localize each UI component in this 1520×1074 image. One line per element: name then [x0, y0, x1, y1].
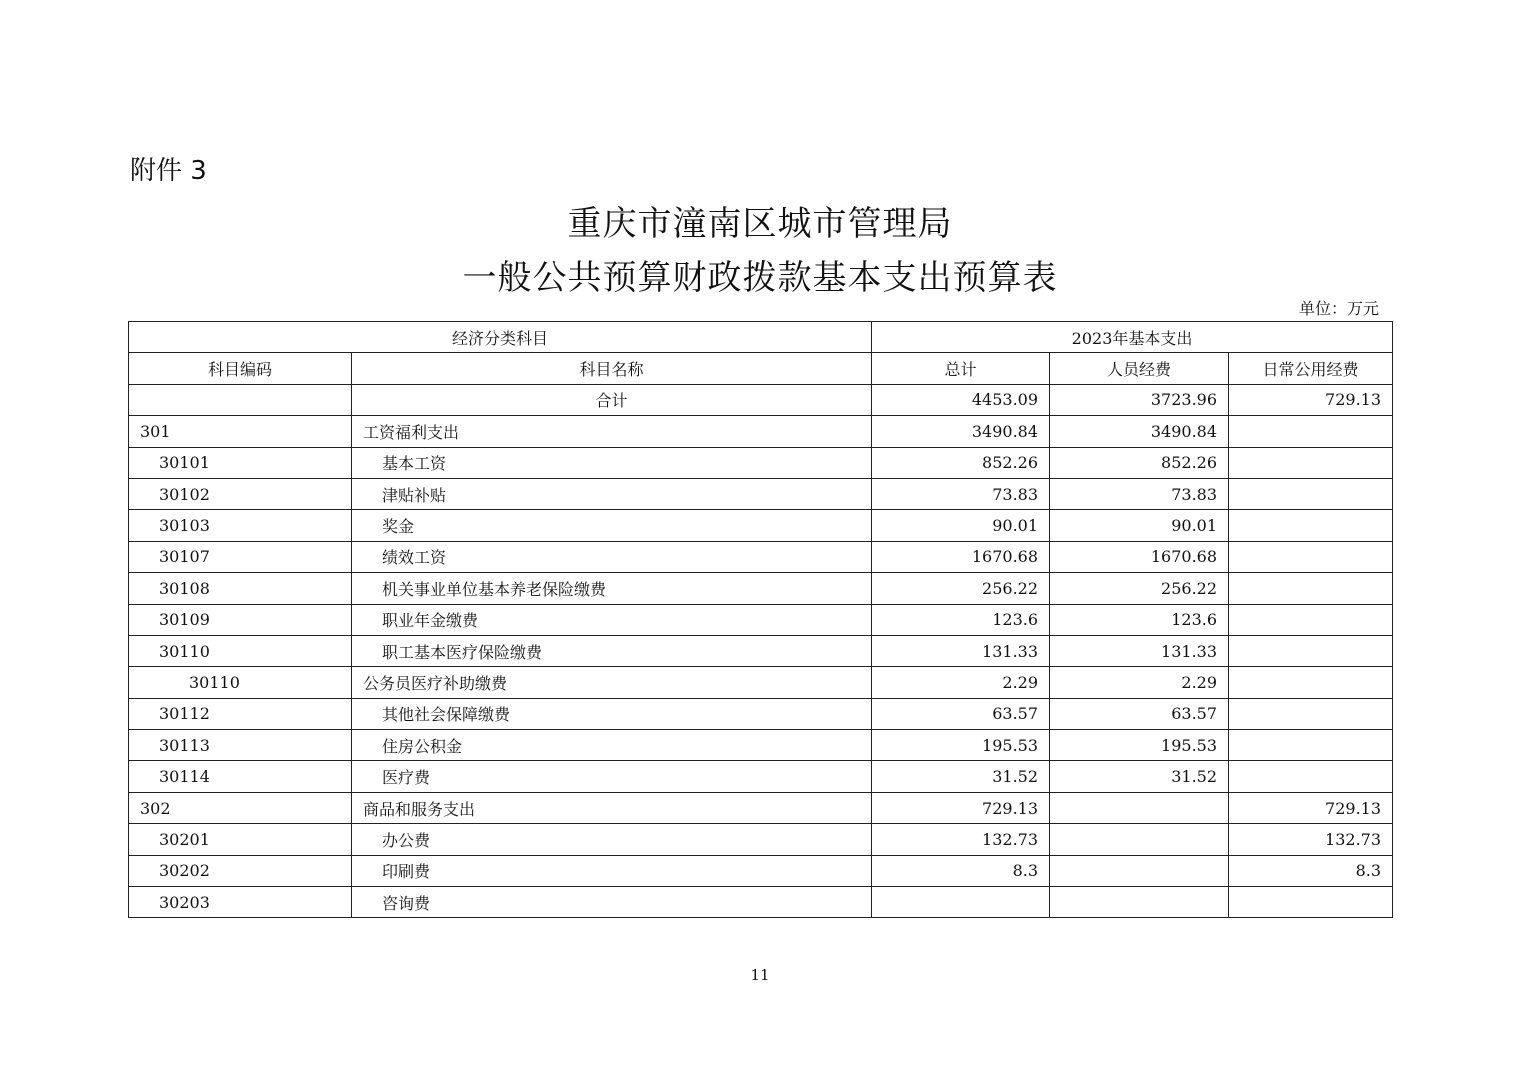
row-name-cell: 奖金	[352, 510, 872, 541]
row-public-cell	[1229, 416, 1393, 447]
table-row	[129, 416, 1393, 447]
total-code-cell	[129, 384, 352, 415]
row-name-cell: 工资福利支出	[352, 416, 872, 447]
row-total-cell: 195.53	[872, 730, 1050, 761]
row-personnel-cell: 73.83	[1050, 478, 1229, 509]
document-title-line2: 一般公共预算财政拨款基本支出预算表	[462, 258, 1058, 298]
table-row	[129, 604, 1393, 635]
header-total: 总计	[872, 353, 1050, 384]
row-public-cell	[1229, 573, 1393, 604]
row-name-cell: 津贴补贴	[352, 478, 872, 509]
row-code-cell: 302	[129, 792, 352, 823]
budget-table	[128, 321, 1393, 918]
total-public-cell: 729.13	[1229, 384, 1393, 415]
row-personnel-cell: 195.53	[1050, 730, 1229, 761]
page-number: 11	[750, 966, 770, 984]
total-name-cell: 合计	[352, 384, 872, 415]
row-public-cell	[1229, 887, 1393, 918]
row-public-cell	[1229, 761, 1393, 792]
table-row	[129, 792, 1393, 823]
row-public-cell	[1229, 510, 1393, 541]
table-row	[129, 855, 1393, 886]
header-economic-class: 经济分类科目	[129, 322, 872, 353]
total-total-cell: 4453.09	[872, 384, 1050, 415]
row-name-cell: 机关事业单位基本养老保险缴费	[352, 573, 872, 604]
table-row	[129, 730, 1393, 761]
row-personnel-cell: 3490.84	[1050, 416, 1229, 447]
header-name: 科目名称	[352, 353, 872, 384]
row-name-cell: 基本工资	[352, 447, 872, 478]
row-code-cell: 30110	[129, 667, 352, 698]
header-public: 日常公用经费	[1229, 353, 1393, 384]
table-row	[129, 635, 1393, 666]
row-code-cell: 30202	[129, 855, 352, 886]
total-row	[129, 384, 1393, 415]
row-code-cell: 301	[129, 416, 352, 447]
row-name-cell: 医疗费	[352, 761, 872, 792]
row-name-cell: 职工基本医疗保险缴费	[352, 635, 872, 666]
row-total-cell: 31.52	[872, 761, 1050, 792]
table-row	[129, 761, 1393, 792]
row-code-cell: 30101	[129, 447, 352, 478]
row-public-cell	[1229, 698, 1393, 729]
row-total-cell: 73.83	[872, 478, 1050, 509]
row-total-cell: 90.01	[872, 510, 1050, 541]
row-personnel-cell	[1050, 855, 1229, 886]
row-code-cell: 30112	[129, 698, 352, 729]
table-row	[129, 887, 1393, 918]
row-total-cell: 729.13	[872, 792, 1050, 823]
row-code-cell: 30103	[129, 510, 352, 541]
total-personnel-cell: 3723.96	[1050, 384, 1229, 415]
row-name-cell: 公务员医疗补助缴费	[352, 667, 872, 698]
row-name-cell: 住房公积金	[352, 730, 872, 761]
row-public-cell	[1229, 667, 1393, 698]
row-total-cell: 852.26	[872, 447, 1050, 478]
row-personnel-cell: 256.22	[1050, 573, 1229, 604]
unit-label: 单位：万元	[1298, 299, 1379, 318]
header-group-row	[129, 322, 1393, 353]
row-total-cell: 63.57	[872, 698, 1050, 729]
row-name-cell: 职业年金缴费	[352, 604, 872, 635]
row-total-cell: 2.29	[872, 667, 1050, 698]
row-public-cell	[1229, 478, 1393, 509]
table-row	[129, 541, 1393, 572]
row-total-cell: 131.33	[872, 635, 1050, 666]
row-code-cell: 30203	[129, 887, 352, 918]
row-code-cell: 30109	[129, 604, 352, 635]
row-name-cell: 商品和服务支出	[352, 792, 872, 823]
header-basic-expenditure: 2023年基本支出	[872, 322, 1393, 353]
row-public-cell	[1229, 604, 1393, 635]
row-public-cell	[1229, 541, 1393, 572]
table-row	[129, 447, 1393, 478]
row-code-cell: 30102	[129, 478, 352, 509]
row-code-cell: 30107	[129, 541, 352, 572]
row-total-cell: 1670.68	[872, 541, 1050, 572]
row-name-cell: 办公费	[352, 824, 872, 855]
row-personnel-cell: 852.26	[1050, 447, 1229, 478]
table-row	[129, 573, 1393, 604]
row-personnel-cell: 90.01	[1050, 510, 1229, 541]
row-total-cell: 132.73	[872, 824, 1050, 855]
row-name-cell: 其他社会保障缴费	[352, 698, 872, 729]
document-title-line1: 重庆市潼南区城市管理局	[567, 204, 953, 244]
table-row	[129, 510, 1393, 541]
attachment-label: 附件 3	[130, 156, 207, 186]
table-row	[129, 698, 1393, 729]
table-row	[129, 824, 1393, 855]
row-public-cell	[1229, 447, 1393, 478]
row-code-cell: 30113	[129, 730, 352, 761]
row-name-cell: 咨询费	[352, 887, 872, 918]
row-personnel-cell: 1670.68	[1050, 541, 1229, 572]
row-public-cell: 132.73	[1229, 824, 1393, 855]
table-row	[129, 667, 1393, 698]
row-total-cell	[872, 887, 1050, 918]
row-personnel-cell	[1050, 824, 1229, 855]
row-public-cell	[1229, 635, 1393, 666]
row-code-cell: 30108	[129, 573, 352, 604]
row-code-cell: 30110	[129, 635, 352, 666]
row-personnel-cell: 131.33	[1050, 635, 1229, 666]
row-personnel-cell: 2.29	[1050, 667, 1229, 698]
row-personnel-cell: 31.52	[1050, 761, 1229, 792]
row-total-cell: 256.22	[872, 573, 1050, 604]
row-public-cell	[1229, 730, 1393, 761]
row-public-cell: 729.13	[1229, 792, 1393, 823]
row-total-cell: 3490.84	[872, 416, 1050, 447]
header-personnel: 人员经费	[1050, 353, 1229, 384]
row-total-cell: 123.6	[872, 604, 1050, 635]
row-code-cell: 30114	[129, 761, 352, 792]
row-personnel-cell: 123.6	[1050, 604, 1229, 635]
header-code: 科目编码	[129, 353, 352, 384]
row-code-cell: 30201	[129, 824, 352, 855]
row-personnel-cell	[1050, 887, 1229, 918]
header-column-row	[129, 353, 1393, 384]
row-personnel-cell	[1050, 792, 1229, 823]
row-name-cell: 绩效工资	[352, 541, 872, 572]
row-total-cell: 8.3	[872, 855, 1050, 886]
table-row	[129, 478, 1393, 509]
row-personnel-cell: 63.57	[1050, 698, 1229, 729]
row-public-cell: 8.3	[1229, 855, 1393, 886]
row-name-cell: 印刷费	[352, 855, 872, 886]
